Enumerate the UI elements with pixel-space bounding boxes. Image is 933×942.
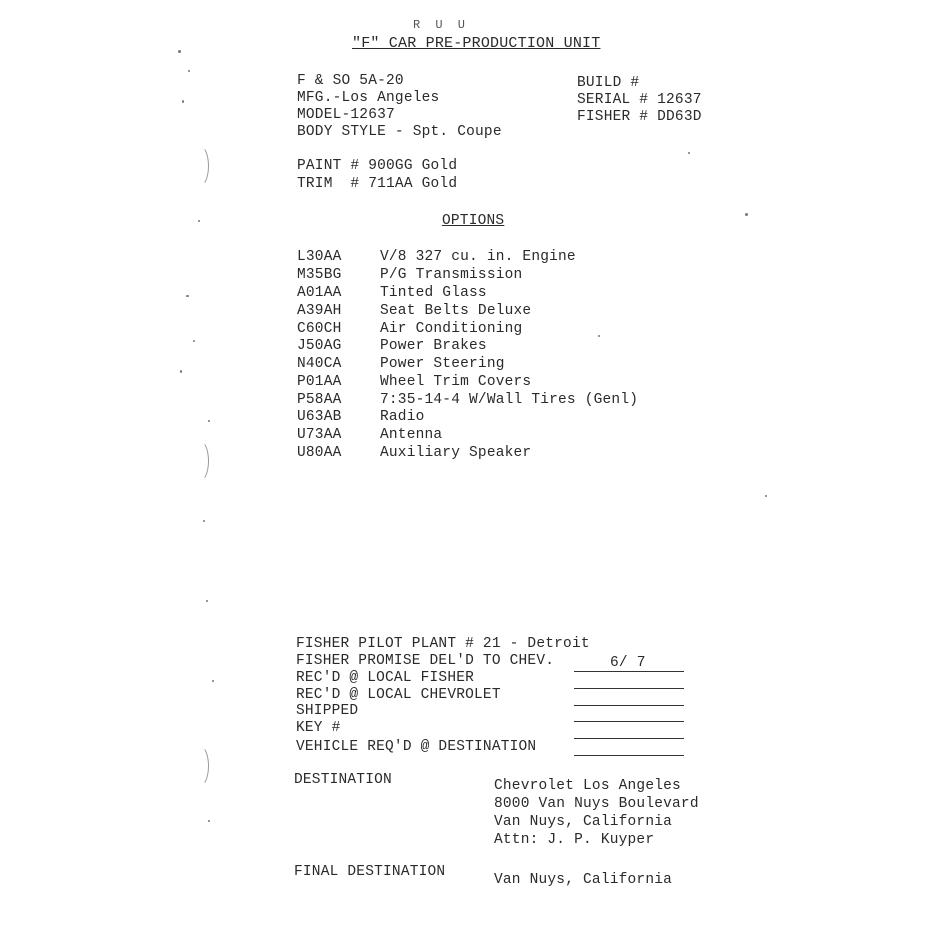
scan-speck — [688, 152, 690, 154]
rec-local-chevrolet-label: REC'D @ LOCAL CHEVROLET — [296, 687, 501, 703]
document-title: "F" CAR PRE-PRODUCTION UNIT — [352, 35, 601, 52]
option-desc: Wheel Trim Covers — [380, 374, 532, 390]
option-desc: Power Steering — [380, 356, 505, 372]
build-number: BUILD # — [577, 75, 640, 91]
vehicle-reqd-label: VEHICLE REQ'D @ DESTINATION — [296, 739, 537, 755]
rec-local-fisher-label: REC'D @ LOCAL FISHER — [296, 670, 475, 686]
model-number: MODEL-12637 — [297, 107, 395, 123]
option-desc: Air Conditioning — [380, 321, 523, 337]
promise-value: 6/ 7 — [610, 655, 646, 671]
shipped-line — [574, 721, 684, 722]
promise-label: FISHER PROMISE DEL'D TO CHEV. — [296, 653, 555, 669]
pilot-plant: FISHER PILOT PLANT # 21 - Detroit — [296, 636, 590, 652]
option-code: N40CA — [297, 356, 342, 372]
trim-code: TRIM # 711AA Gold — [297, 176, 458, 192]
promise-underline — [574, 671, 684, 672]
order-number: F & SO 5A-20 — [297, 73, 404, 89]
destination-line: 8000 Van Nuys Boulevard — [494, 796, 699, 812]
vehicle-reqd-line — [574, 755, 684, 756]
options-heading: OPTIONS — [442, 213, 505, 229]
destination-line: Attn: J. P. Kuyper — [494, 832, 655, 848]
scan-speck — [765, 495, 767, 497]
key-label: KEY # — [296, 720, 341, 736]
body-style: BODY STYLE - Spt. Coupe — [297, 124, 502, 140]
destination-label: DESTINATION — [294, 772, 392, 788]
destination-line: Chevrolet Los Angeles — [494, 778, 681, 794]
serial-number: SERIAL # 12637 — [577, 92, 702, 108]
option-code: L30AA — [297, 249, 342, 265]
option-code: J50AG — [297, 338, 342, 354]
destination-line: Van Nuys, California — [494, 814, 673, 830]
option-code: M35BG — [297, 267, 342, 283]
rec-local-chevrolet-line — [574, 705, 684, 706]
option-code: P58AA — [297, 392, 342, 408]
option-desc: Antenna — [380, 427, 443, 443]
option-code: A01AA — [297, 285, 342, 301]
option-desc: V/8 327 cu. in. Engine — [380, 249, 576, 265]
option-code: C60CH — [297, 321, 342, 337]
shipped-label: SHIPPED — [296, 703, 359, 719]
option-desc: Seat Belts Deluxe — [380, 303, 532, 319]
option-desc: 7:35-14-4 W/Wall Tires (Genl) — [380, 392, 639, 408]
option-desc: Radio — [380, 409, 425, 425]
key-line — [574, 738, 684, 739]
scan-speck — [745, 213, 748, 216]
option-desc: P/G Transmission — [380, 267, 523, 283]
final-destination-value: Van Nuys, California — [494, 872, 673, 888]
fisher-number: FISHER # DD63D — [577, 109, 702, 125]
final-destination-label: FINAL DESTINATION — [294, 864, 446, 880]
option-code: U73AA — [297, 427, 342, 443]
paint-code: PAINT # 900GG Gold — [297, 158, 458, 174]
option-desc: Auxiliary Speaker — [380, 445, 532, 461]
scan-speck — [598, 335, 600, 337]
header-stamp: R U U — [413, 18, 470, 32]
option-desc: Tinted Glass — [380, 285, 487, 301]
option-code: A39AH — [297, 303, 342, 319]
option-code: U63AB — [297, 409, 342, 425]
rec-local-fisher-line — [574, 688, 684, 689]
option-code: U80AA — [297, 445, 342, 461]
option-code: P01AA — [297, 374, 342, 390]
binder-holes-artifact — [168, 40, 218, 920]
mfg-location: MFG.-Los Angeles — [297, 90, 440, 106]
option-desc: Power Brakes — [380, 338, 487, 354]
